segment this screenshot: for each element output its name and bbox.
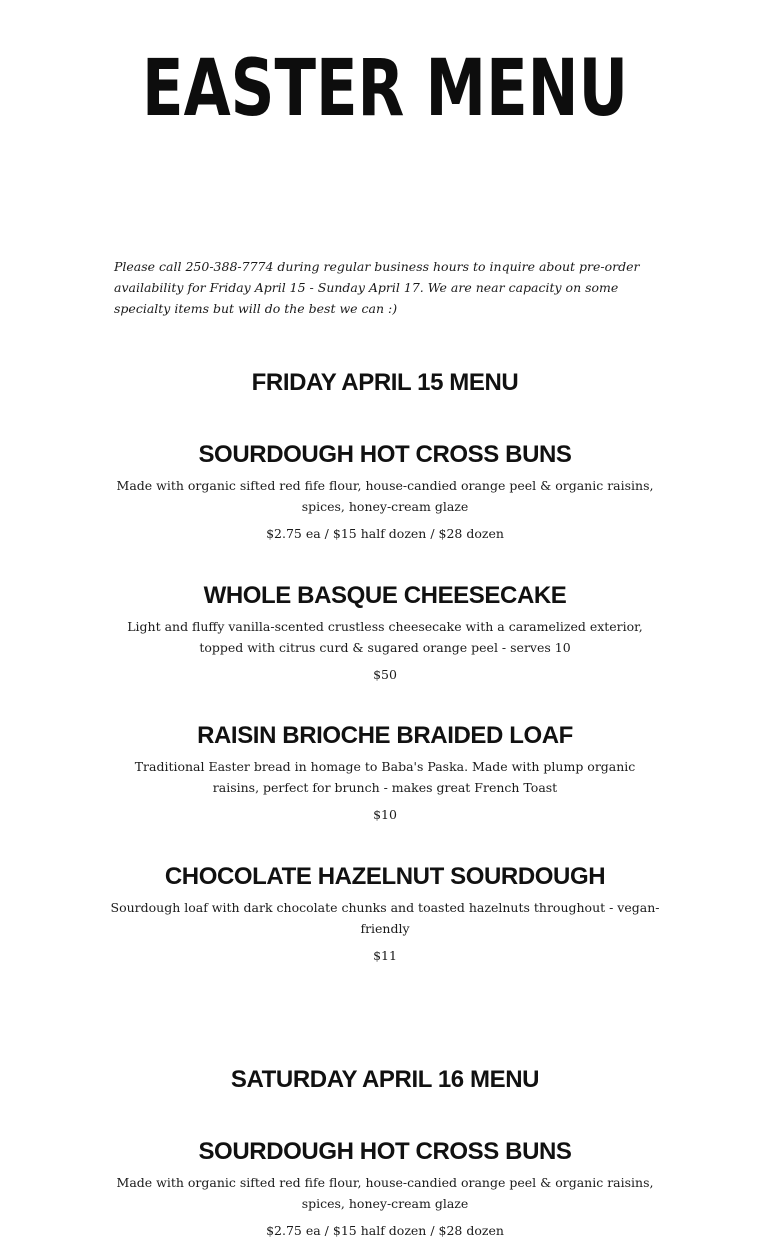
item-description: Made with organic sifted red fife flour, house-candied orange peel & organic raisins, spices, honey-cream glaze xyxy=(116,1175,654,1211)
item-description: Traditional Easter bread in homage to Baba's Paska. Made with plump organic raisins, perfect for brunch - makes great French Toast xyxy=(134,759,636,795)
intro-text: Please call 250-388-7774 during regular business hours to inquire about pre-order availability for Friday April 15 - Sunday April 17. We are near capacity on some specialty items but will do the best we can :) xyxy=(114,259,640,316)
menu-item xyxy=(0,1137,770,1241)
item-price: $50 xyxy=(373,667,397,682)
section-heading-saturday: SATURDAY APRIL 16 MENU xyxy=(230,1066,540,1093)
item-price: $11 xyxy=(373,948,397,963)
item-name: CHOCOLATE HAZELNUT SOURDOUGH xyxy=(164,863,606,890)
item-name: RAISIN BRIOCHE BRAIDED LOAF xyxy=(197,722,573,749)
menu-item xyxy=(0,581,770,685)
item-name: SOURDOUGH HOT CROSS BUNS xyxy=(198,441,572,468)
item-description: Light and fluffy vanilla-scented crustless cheesecake with a caramelized exterior, topped with citrus curd & sugared orange peel - serves 10 xyxy=(127,619,643,655)
item-description: Made with organic sifted red fife flour, house-candied orange peel & organic raisins, spices, honey-cream glaze xyxy=(116,478,654,514)
menu-item xyxy=(0,721,770,825)
menu-item xyxy=(0,862,770,966)
item-name: SOURDOUGH HOT CROSS BUNS xyxy=(198,1138,572,1165)
item-price: $2.75 ea / $15 half dozen / $28 dozen xyxy=(266,1223,504,1238)
menu-item xyxy=(0,440,770,544)
item-price: $2.75 ea / $15 half dozen / $28 dozen xyxy=(266,526,504,541)
item-name: WHOLE BASQUE CHEESECAKE xyxy=(203,582,567,609)
section-heading-friday: FRIDAY APRIL 15 MENU xyxy=(251,369,519,396)
item-description: Sourdough loaf with dark chocolate chunks and toasted hazelnuts throughout - vegan-friendly xyxy=(110,900,660,936)
page-title: EASTER MENU xyxy=(142,44,628,134)
item-price: $10 xyxy=(373,807,397,822)
